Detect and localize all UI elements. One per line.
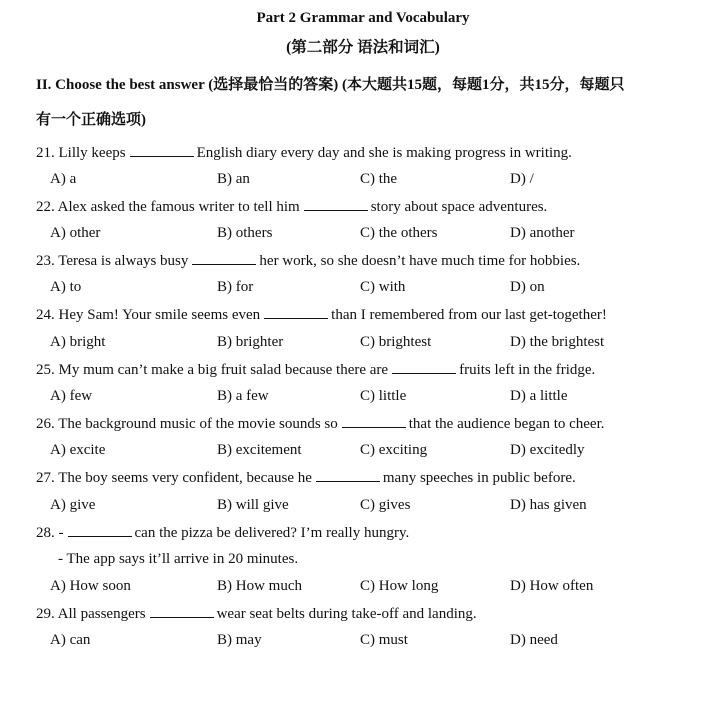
question-23: [36, 251, 580, 270]
option-a: A) few: [50, 388, 93, 404]
option-c: C) exciting: [360, 442, 428, 458]
question-26: [36, 414, 605, 433]
question-28-reply: - The app says it’ll arrive in 20 minutes.: [58, 551, 299, 567]
question-text-after: English diary every day and she is making progress in writing.: [196, 145, 572, 161]
section-subtitle: (第二部分 语法和词汇): [286, 39, 440, 56]
option-b: B) an: [217, 171, 250, 187]
option-b: B) may: [217, 632, 262, 648]
answer-blank: [150, 604, 214, 618]
option-b: B) How much: [217, 578, 302, 594]
question-29: [36, 604, 477, 623]
option-c: C) How long: [360, 578, 439, 594]
option-d: D) has given: [510, 497, 587, 513]
option-c: C) must: [360, 632, 408, 648]
option-d: D) the brightest: [510, 334, 605, 350]
instructions-line-2: 有一个正确选项): [36, 112, 146, 128]
question-22: [36, 197, 547, 216]
option-a: A) give: [50, 497, 96, 513]
question-text-after: her work, so she doesn’t have much time for hobbies.: [259, 253, 581, 269]
question-text-after: story about space adventures.: [370, 199, 548, 215]
options-21: [50, 170, 690, 188]
option-d: D) /: [510, 171, 534, 187]
question-text-before: 26. The background music of the movie sounds so: [36, 416, 338, 432]
question-text-before: 25. My mum can’t make a big fruit salad because there are: [36, 362, 389, 378]
answer-blank: [192, 251, 256, 265]
question-24: [36, 305, 607, 324]
question-text-before: 28. -: [36, 525, 64, 541]
question-text-after: fruits left in the fridge.: [459, 362, 596, 378]
question-text-before: 24. Hey Sam! Your smile seems even: [36, 307, 261, 323]
question-text-after: can the pizza be delivered? I’m really hungry.: [134, 525, 410, 541]
option-b: B) brighter: [217, 334, 284, 350]
question-25: [36, 360, 595, 379]
answer-blank: [342, 414, 406, 428]
option-a: A) How soon: [50, 578, 131, 594]
option-b: B) others: [217, 225, 273, 241]
options-29: [50, 631, 690, 649]
options-22: [50, 224, 690, 242]
option-c: C) little: [360, 388, 407, 404]
question-text-after: wear seat belts during take-off and landing.: [216, 606, 477, 622]
question-text-after: than I remembered from our last get-together!: [331, 307, 607, 323]
option-b: B) for: [217, 279, 254, 295]
instructions-line-1: II. Choose the best answer (选择最恰当的答案) (本大题共15题，每题1分，共15分，每题只: [36, 77, 625, 93]
answer-blank: [68, 523, 132, 537]
option-c: C) with: [360, 279, 406, 295]
option-b: B) excitement: [217, 442, 302, 458]
options-28: [50, 577, 690, 595]
question-27: [36, 468, 576, 487]
question-text-before: 29. All passengers: [36, 606, 146, 622]
question-text-before: 27. The boy seems very confident, because he: [36, 470, 312, 486]
option-b: B) a few: [217, 388, 269, 404]
option-c: C) the: [360, 171, 398, 187]
options-23: [50, 278, 690, 296]
answer-blank: [130, 143, 194, 157]
option-a: A) a: [50, 171, 77, 187]
answer-blank: [392, 360, 456, 374]
option-d: D) on: [510, 279, 545, 295]
question-text-after: many speeches in public before.: [382, 470, 576, 486]
question-21: [36, 143, 572, 162]
options-25: [50, 387, 690, 405]
option-d: D) need: [510, 632, 558, 648]
question-text-before: 23. Teresa is always busy: [36, 253, 189, 269]
question-text-before: 21. Lilly keeps: [36, 145, 126, 161]
option-c: C) the others: [360, 225, 438, 241]
option-a: A) to: [50, 279, 82, 295]
option-a: A) can: [50, 632, 91, 648]
option-a: A) bright: [50, 334, 106, 350]
section-title: Part 2 Grammar and Vocabulary: [256, 10, 470, 26]
option-a: A) other: [50, 225, 101, 241]
answer-blank: [264, 305, 328, 319]
option-b: B) will give: [217, 497, 289, 513]
options-27: [50, 496, 690, 514]
answer-blank: [316, 468, 380, 482]
options-26: [50, 441, 690, 459]
option-d: D) How often: [510, 578, 594, 594]
option-c: C) gives: [360, 497, 411, 513]
option-a: A) excite: [50, 442, 106, 458]
question-text-before: 22. Alex asked the famous writer to tell him: [36, 199, 300, 215]
answer-blank: [304, 197, 368, 211]
option-d: D) excitedly: [510, 442, 585, 458]
option-d: D) another: [510, 225, 575, 241]
option-d: D) a little: [510, 388, 568, 404]
question-text-after: that the audience began to cheer.: [408, 416, 605, 432]
option-c: C) brightest: [360, 334, 432, 350]
question-28: [36, 523, 409, 542]
options-24: [50, 333, 690, 351]
